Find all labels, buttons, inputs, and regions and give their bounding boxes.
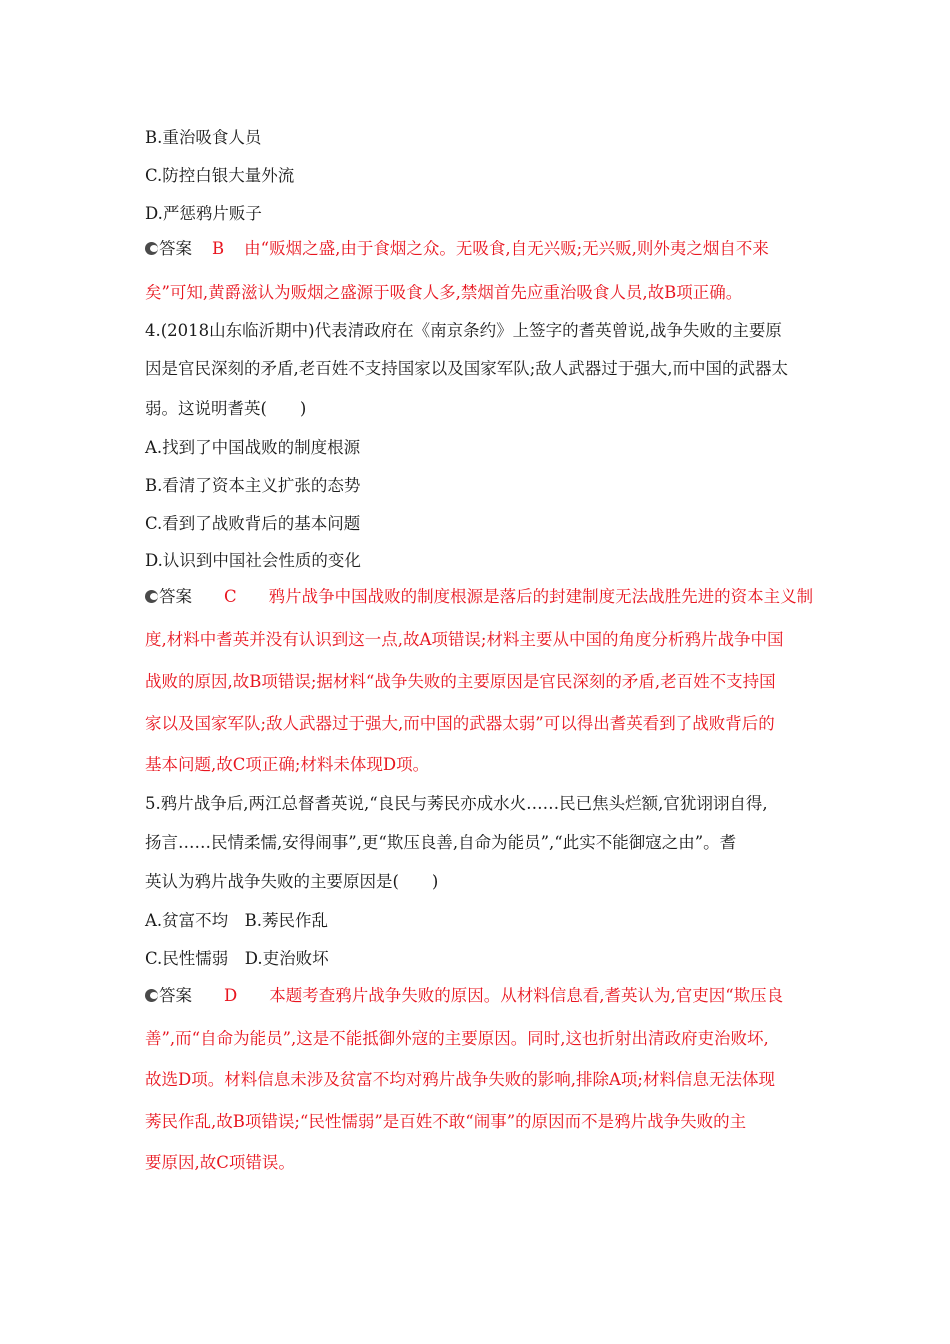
q3-answer-line [145,238,825,260]
answer-bullet-icon [145,989,158,1002]
answer-letter: B [212,239,225,258]
q3-option-c: C.防控白银大量外流 [145,166,295,185]
q5-explanation-line: 善”,而“自命为能员”,这是不能抵御外寇的主要原因。同时,这也折射出清政府吏治败坏, [145,1029,769,1048]
q4-stem-line: 4.(2018山东临沂期中)代表清政府在《南京条约》上签字的耆英曾说,战争失败的主要原 [145,321,782,340]
q4-stem-line: 弱。这说明耆英( ) [145,399,307,418]
answer-label: 答案 [159,587,192,606]
answer-bullet-icon [145,590,158,603]
answer-letter: D [224,986,238,1005]
q4-option-b: B.看清了资本主义扩张的态势 [145,476,361,495]
q5-answer-line [145,985,825,1007]
q4-stem-line: 因是官民深刻的矛盾,老百姓不支持国家以及国家军队;敌人武器过于强大,而中国的武器太 [145,359,789,378]
q5-options-cd: C.民性懦弱 D.吏治败坏 [145,949,329,968]
q4-explanation-line: 基本问题,故C项正确;材料未体现D项。 [145,755,430,774]
answer-bullet-icon [145,242,158,255]
q5-explanation-line: 故选D项。材料信息未涉及贫富不均对鸦片战争失败的影响,排除A项;材料信息无法体现 [145,1070,775,1089]
q5-options-ab: A.贫富不均 B.莠民作乱 [145,911,329,930]
q4-explanation-line: 家以及国家军队;敌人武器过于强大,而中国的武器太弱”可以得出耆英看到了战败背后的 [145,714,775,733]
q3-explanation-line: 矣”可知,黄爵滋认为贩烟之盛源于吸食人多,禁烟首先应重治吸食人员,故B项正确。 [145,283,743,302]
q5-stem-line: 英认为鸦片战争失败的主要原因是( ) [145,872,439,891]
answer-label: 答案 [159,986,192,1005]
q4-answer-line [145,586,825,608]
q5-stem-line: 5.鸦片战争后,两江总督耆英说,“良民与莠民亦成水火……民已焦头烂额,官犹诩诩自得, [145,794,768,813]
q4-explanation-line: 度,材料中耆英并没有认识到这一点,故A项错误;材料主要从中国的角度分析鸦片战争中国 [145,630,784,649]
q4-option-c: C.看到了战败背后的基本问题 [145,514,361,533]
answer-explanation: 由“贩烟之盛,由于食烟之众。无吸食,自无兴贩;无兴贩,则外夷之烟自不来 [244,239,769,258]
q4-option-d: D.认识到中国社会性质的变化 [145,551,361,570]
q5-explanation-line: 要原因,故C项错误。 [145,1153,295,1172]
q4-option-a: A.找到了中国战败的制度根源 [145,438,361,457]
answer-label: 答案 [159,239,192,258]
answer-explanation: 本题考查鸦片战争失败的原因。从材料信息看,耆英认为,官吏因“欺压良 [269,986,784,1005]
q5-stem-line: 扬言……民情柔懦,安得闹事”,更“欺压良善,自命为能员”,“此实不能御寇之由”。耆 [145,833,737,852]
q4-explanation-line: 战败的原因,故B项错误;据材料“战争失败的主要原因是官民深刻的矛盾,老百姓不支持国 [145,672,776,691]
answer-explanation: 鸦片战争中国战败的制度根源是落后的封建制度无法战胜先进的资本主义制 [268,587,814,606]
q3-option-d: D.严惩鸦片贩子 [145,204,262,223]
q5-explanation-line: 莠民作乱,故B项错误;“民性懦弱”是百姓不敢“闹事”的原因而不是鸦片战争失败的主 [145,1112,747,1131]
q3-option-b: B.重治吸食人员 [145,128,262,147]
answer-letter: C [224,587,237,606]
